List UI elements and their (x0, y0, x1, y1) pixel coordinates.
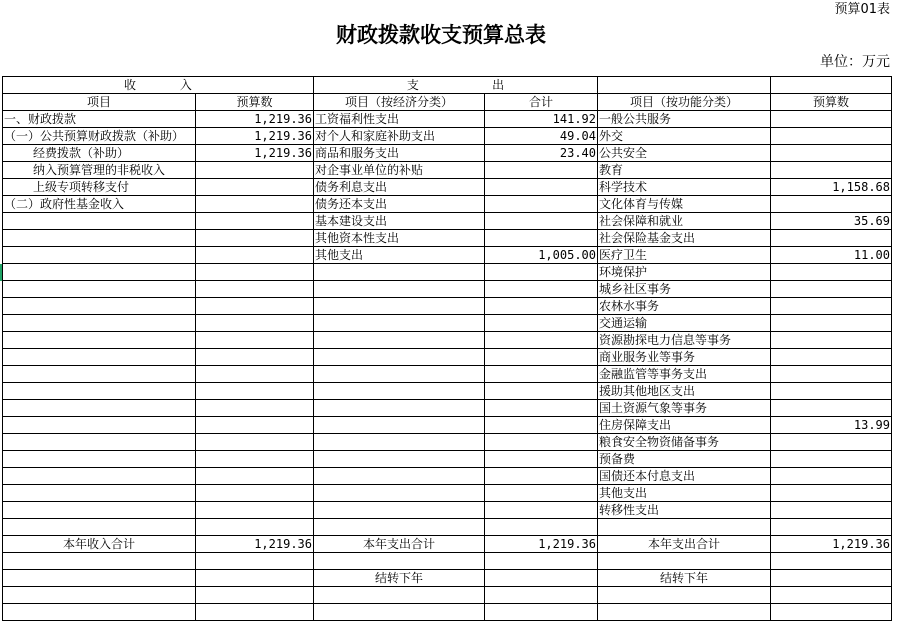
empty-cell[interactable] (771, 553, 892, 569)
empty-cell[interactable] (3, 604, 196, 620)
func-amount-cell[interactable] (771, 111, 892, 127)
table-row (3, 179, 892, 196)
func-amount-cell[interactable] (771, 366, 892, 382)
func-amount-cell[interactable] (771, 434, 892, 450)
func-item-cell[interactable]: 金融监管等事务支出 (598, 366, 771, 382)
econ-amount-cell[interactable]: 1,005.00 (485, 247, 598, 263)
income-amount-cell[interactable] (196, 162, 314, 178)
econ-amount-cell[interactable] (485, 332, 598, 348)
income-item-cell[interactable] (3, 366, 196, 382)
income-item-cell[interactable] (3, 349, 196, 365)
income-amount-cell[interactable] (196, 502, 314, 518)
table-row (3, 145, 892, 162)
econ-item-cell[interactable]: 工资福利性支出 (314, 111, 485, 127)
empty-row (3, 519, 892, 536)
econ-item-cell[interactable] (314, 332, 485, 348)
income-item-cell[interactable]: （二）政府性基金收入 (3, 196, 196, 212)
func-amount-cell[interactable] (771, 145, 892, 161)
header-group-row (3, 77, 892, 94)
func-item-cell[interactable]: 粮食安全物资储备事务 (598, 434, 771, 450)
table-row (3, 349, 892, 366)
form-code-label: 预算01表 (834, 2, 890, 17)
col-header-func-item[interactable]: 项目（按功能分类） (598, 94, 771, 110)
econ-amount-cell[interactable]: 23.40 (485, 145, 598, 161)
empty-cell[interactable] (598, 519, 771, 535)
func-amount-cell[interactable] (771, 451, 892, 467)
empty-cell[interactable] (196, 587, 314, 603)
empty-cell[interactable] (3, 570, 196, 586)
empty-cell[interactable] (485, 587, 598, 603)
func-amount-cell[interactable] (771, 502, 892, 518)
income-amount-cell[interactable]: 1,219.36 (196, 128, 314, 144)
econ-item-cell[interactable] (314, 468, 485, 484)
income-item-cell[interactable] (3, 264, 196, 280)
income-amount-cell[interactable] (196, 485, 314, 501)
total-row (3, 536, 892, 553)
income-amount-cell[interactable] (196, 332, 314, 348)
econ-item-cell[interactable]: 基本建设支出 (314, 213, 485, 229)
income-amount-cell[interactable] (196, 349, 314, 365)
func-carry-forward-label[interactable]: 结转下年 (598, 570, 771, 586)
func-amount-cell[interactable] (771, 162, 892, 178)
table-row (3, 213, 892, 230)
econ-item-cell[interactable]: 其他资本性支出 (314, 230, 485, 246)
func-item-cell[interactable]: 公共安全 (598, 145, 771, 161)
func-amount-cell[interactable] (771, 281, 892, 297)
func-amount-cell[interactable] (771, 264, 892, 280)
income-amount-cell[interactable] (196, 383, 314, 399)
income-amount-cell[interactable] (196, 179, 314, 195)
income-amount-cell[interactable] (196, 230, 314, 246)
table-row (3, 111, 892, 128)
func-amount-cell[interactable] (771, 383, 892, 399)
econ-total-label[interactable]: 本年支出合计 (314, 536, 485, 552)
empty-cell[interactable] (771, 587, 892, 603)
table-row (3, 451, 892, 468)
func-item-cell[interactable]: 医疗卫生 (598, 247, 771, 263)
col-header-func-amount[interactable]: 预算数 (771, 94, 892, 110)
empty-row (3, 604, 892, 621)
func-item-cell[interactable]: 预备费 (598, 451, 771, 467)
table-row (3, 247, 892, 264)
econ-item-cell[interactable] (314, 502, 485, 518)
empty-cell[interactable] (196, 570, 314, 586)
table-row (3, 383, 892, 400)
empty-cell[interactable] (314, 587, 485, 603)
econ-item-cell[interactable]: 商品和服务支出 (314, 145, 485, 161)
page-title: 财政拨款收支预算总表 (336, 23, 546, 47)
func-amount-cell[interactable]: 11.00 (771, 247, 892, 263)
econ-item-cell[interactable]: 对企事业单位的补贴 (314, 162, 485, 178)
func-item-cell[interactable]: 一般公共服务 (598, 111, 771, 127)
table-row (3, 502, 892, 519)
income-item-cell[interactable] (3, 502, 196, 518)
income-amount-cell[interactable] (196, 434, 314, 450)
income-item-cell[interactable] (3, 315, 196, 331)
func-item-cell[interactable]: 国债还本付息支出 (598, 468, 771, 484)
table-row (3, 298, 892, 315)
budget-table (2, 76, 892, 621)
econ-amount-cell[interactable] (485, 230, 598, 246)
econ-item-cell[interactable]: 其他支出 (314, 247, 485, 263)
income-amount-cell[interactable] (196, 213, 314, 229)
econ-item-cell[interactable] (314, 434, 485, 450)
table-row (3, 230, 892, 247)
econ-amount-cell[interactable] (485, 281, 598, 297)
table-row (3, 162, 892, 179)
empty-cell[interactable] (3, 553, 196, 569)
table-row (3, 128, 892, 145)
empty-cell[interactable] (196, 519, 314, 535)
econ-amount-cell[interactable] (485, 315, 598, 331)
empty-cell[interactable] (771, 604, 892, 620)
income-total-amount[interactable]: 1,219.36 (196, 536, 314, 552)
income-item-cell[interactable] (3, 213, 196, 229)
func-amount-cell[interactable] (771, 400, 892, 416)
income-item-cell[interactable] (3, 230, 196, 246)
income-item-cell[interactable] (3, 298, 196, 314)
func-item-cell[interactable]: 外交 (598, 128, 771, 144)
func-item-cell[interactable]: 其他支出 (598, 485, 771, 501)
func-item-cell[interactable]: 商业服务业等事务 (598, 349, 771, 365)
econ-amount-cell[interactable] (485, 196, 598, 212)
econ-amount-cell[interactable] (485, 434, 598, 450)
income-item-cell[interactable]: 上级专项转移支付 (3, 179, 196, 195)
econ-amount-cell[interactable] (485, 468, 598, 484)
func-item-cell[interactable]: 交通运输 (598, 315, 771, 331)
empty-cell[interactable] (485, 519, 598, 535)
empty-cell[interactable] (314, 553, 485, 569)
carry-forward-row (3, 570, 892, 587)
income-amount-cell[interactable] (196, 315, 314, 331)
func-amount-cell[interactable]: 1,158.68 (771, 179, 892, 195)
income-section-header[interactable]: 收 入 (3, 77, 314, 93)
income-item-cell[interactable] (3, 247, 196, 263)
econ-amount-cell[interactable] (485, 417, 598, 433)
col-header-econ-item[interactable]: 项目（按经济分类） (314, 94, 485, 110)
econ-total-amount[interactable]: 1,219.36 (485, 536, 598, 552)
econ-amount-cell[interactable] (485, 264, 598, 280)
table-row (3, 281, 892, 298)
econ-item-cell[interactable] (314, 349, 485, 365)
table-row (3, 315, 892, 332)
table-body (3, 111, 892, 519)
econ-amount-cell[interactable] (485, 213, 598, 229)
func-amount-cell[interactable] (771, 485, 892, 501)
empty-cell[interactable] (598, 553, 771, 569)
table-row (3, 366, 892, 383)
econ-item-cell[interactable] (314, 281, 485, 297)
func-amount-cell[interactable]: 35.69 (771, 213, 892, 229)
econ-item-cell[interactable] (314, 264, 485, 280)
income-item-cell[interactable] (3, 434, 196, 450)
empty-header-cell[interactable] (598, 77, 771, 93)
func-item-cell[interactable]: 住房保障支出 (598, 417, 771, 433)
income-item-cell[interactable] (3, 451, 196, 467)
func-item-cell[interactable]: 国土资源气象等事务 (598, 400, 771, 416)
income-amount-cell[interactable] (196, 196, 314, 212)
econ-amount-cell[interactable] (485, 179, 598, 195)
func-amount-cell[interactable] (771, 196, 892, 212)
empty-cell[interactable] (314, 519, 485, 535)
func-item-cell[interactable]: 城乡社区事务 (598, 281, 771, 297)
income-amount-cell[interactable] (196, 400, 314, 416)
empty-cell[interactable] (485, 604, 598, 620)
income-amount-cell[interactable]: 1,219.36 (196, 111, 314, 127)
col-header-income-item[interactable]: 项目 (3, 94, 196, 110)
table-row (3, 332, 892, 349)
empty-cell[interactable] (314, 604, 485, 620)
table-row (3, 485, 892, 502)
func-item-cell[interactable]: 文化体育与传媒 (598, 196, 771, 212)
func-item-cell[interactable]: 社会保险基金支出 (598, 230, 771, 246)
unit-label: 单位：万元 (820, 54, 890, 70)
expense-section-header[interactable]: 支 出 (314, 77, 598, 93)
empty-cell[interactable] (598, 587, 771, 603)
func-item-cell[interactable]: 资源勘探电力信息等事务 (598, 332, 771, 348)
econ-carry-forward-label[interactable]: 结转下年 (314, 570, 485, 586)
econ-item-cell[interactable] (314, 400, 485, 416)
econ-item-cell[interactable] (314, 417, 485, 433)
econ-item-cell[interactable]: 对个人和家庭补助支出 (314, 128, 485, 144)
func-item-cell[interactable]: 农林水事务 (598, 298, 771, 314)
func-amount-cell[interactable] (771, 298, 892, 314)
empty-cell[interactable] (771, 570, 892, 586)
table-row (3, 417, 892, 434)
col-header-econ-total[interactable]: 合计 (485, 94, 598, 110)
income-item-cell[interactable]: 一、财政拨款 (3, 111, 196, 127)
empty-cell[interactable] (485, 553, 598, 569)
func-amount-cell[interactable] (771, 128, 892, 144)
income-item-cell[interactable] (3, 281, 196, 297)
income-amount-cell[interactable]: 1,219.36 (196, 145, 314, 161)
econ-amount-cell[interactable] (485, 162, 598, 178)
func-amount-cell[interactable] (771, 468, 892, 484)
income-amount-cell[interactable] (196, 281, 314, 297)
empty-cell[interactable] (3, 519, 196, 535)
func-total-label[interactable]: 本年支出合计 (598, 536, 771, 552)
econ-item-cell[interactable]: 债务利息支出 (314, 179, 485, 195)
empty-row (3, 553, 892, 570)
empty-cell[interactable] (196, 604, 314, 620)
econ-item-cell[interactable]: 债务还本支出 (314, 196, 485, 212)
func-amount-cell[interactable] (771, 332, 892, 348)
income-item-cell[interactable]: （一）公共预算财政拨款（补助） (3, 128, 196, 144)
table-row (3, 196, 892, 213)
econ-amount-cell[interactable] (485, 366, 598, 382)
income-total-label[interactable]: 本年收入合计 (3, 536, 196, 552)
income-item-cell[interactable] (3, 468, 196, 484)
income-item-cell[interactable]: 经费拨款（补助） (3, 145, 196, 161)
econ-item-cell[interactable] (314, 485, 485, 501)
func-amount-cell[interactable] (771, 315, 892, 331)
econ-item-cell[interactable] (314, 298, 485, 314)
empty-cell[interactable] (3, 587, 196, 603)
econ-amount-cell[interactable] (485, 383, 598, 399)
econ-item-cell[interactable] (314, 315, 485, 331)
income-amount-cell[interactable] (196, 417, 314, 433)
col-header-income-amount[interactable]: 预算数 (196, 94, 314, 110)
empty-cell[interactable] (598, 604, 771, 620)
func-item-cell[interactable]: 教育 (598, 162, 771, 178)
econ-amount-cell[interactable] (485, 502, 598, 518)
econ-item-cell[interactable] (314, 451, 485, 467)
func-amount-cell[interactable]: 13.99 (771, 417, 892, 433)
income-item-cell[interactable]: 纳入预算管理的非税收入 (3, 162, 196, 178)
income-item-cell[interactable] (3, 417, 196, 433)
func-item-cell[interactable]: 科学技术 (598, 179, 771, 195)
income-amount-cell[interactable] (196, 298, 314, 314)
income-item-cell[interactable] (3, 485, 196, 501)
income-amount-cell[interactable] (196, 247, 314, 263)
func-total-amount[interactable]: 1,219.36 (771, 536, 892, 552)
econ-amount-cell[interactable]: 141.92 (485, 111, 598, 127)
table-row (3, 400, 892, 417)
econ-amount-cell[interactable] (485, 451, 598, 467)
income-item-cell[interactable] (3, 332, 196, 348)
econ-item-cell[interactable] (314, 366, 485, 382)
empty-row (3, 587, 892, 604)
empty-cell[interactable] (196, 553, 314, 569)
income-item-cell[interactable] (3, 400, 196, 416)
income-amount-cell[interactable] (196, 468, 314, 484)
econ-amount-cell[interactable] (485, 349, 598, 365)
income-item-cell[interactable] (3, 383, 196, 399)
table-row (3, 434, 892, 451)
econ-amount-cell[interactable] (485, 485, 598, 501)
income-amount-cell[interactable] (196, 451, 314, 467)
column-header-row (3, 94, 892, 111)
table-row (3, 264, 892, 281)
income-amount-cell[interactable] (196, 264, 314, 280)
econ-amount-cell[interactable] (485, 298, 598, 314)
econ-item-cell[interactable] (314, 383, 485, 399)
income-amount-cell[interactable] (196, 366, 314, 382)
func-item-cell[interactable]: 转移性支出 (598, 502, 771, 518)
func-item-cell[interactable]: 环境保护 (598, 264, 771, 280)
empty-cell[interactable] (485, 570, 598, 586)
empty-cell[interactable] (771, 519, 892, 535)
func-item-cell[interactable]: 社会保障和就业 (598, 213, 771, 229)
func-amount-cell[interactable] (771, 349, 892, 365)
func-amount-cell[interactable] (771, 230, 892, 246)
empty-header-cell[interactable] (771, 77, 892, 93)
econ-amount-cell[interactable]: 49.04 (485, 128, 598, 144)
table-row (3, 468, 892, 485)
econ-amount-cell[interactable] (485, 400, 598, 416)
func-item-cell[interactable]: 援助其他地区支出 (598, 383, 771, 399)
